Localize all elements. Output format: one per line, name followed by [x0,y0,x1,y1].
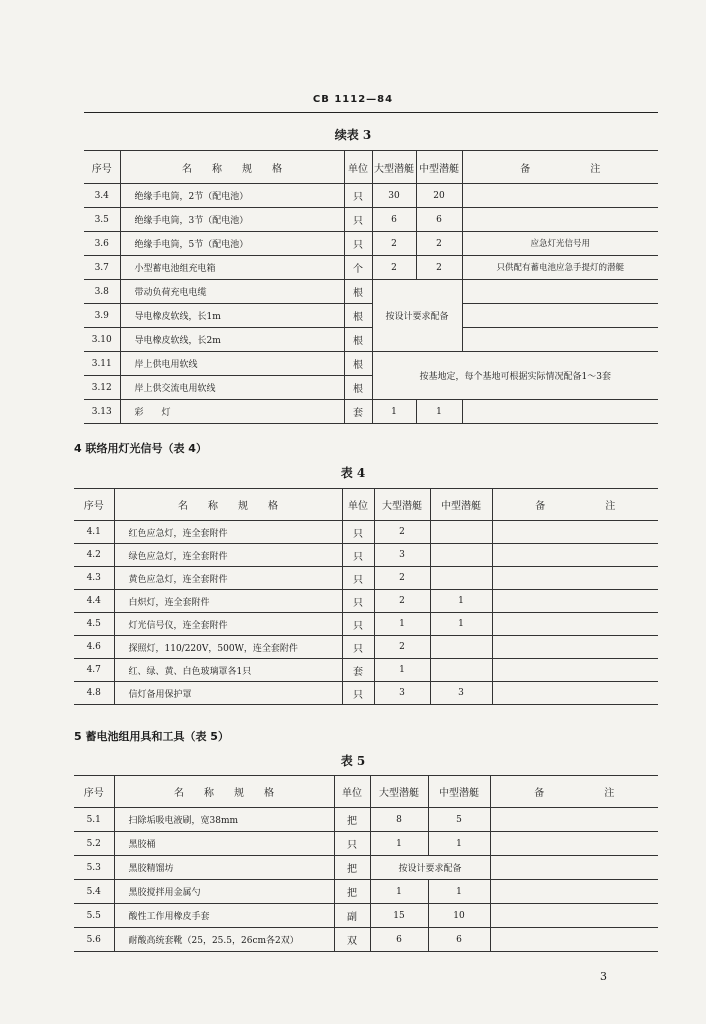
cell-name: 岸上供电用软线 [120,352,344,376]
cell-no: 4.8 [74,682,114,705]
cell-medium: 2 [416,232,462,256]
cell-medium [430,636,492,659]
cell-remark [462,304,658,328]
cell-medium: 1 [428,880,490,904]
col-large: 大型潜艇 [370,776,428,808]
cell-large: 15 [370,904,428,928]
cell-remark [492,659,658,682]
table-row [74,880,658,904]
table-row [74,808,658,832]
cell-medium [430,659,492,682]
table-row [74,682,658,705]
cell-no: 3.11 [84,352,120,376]
cell-unit: 根 [344,328,372,352]
cell-large: 8 [370,808,428,832]
cell-large: 2 [374,567,430,590]
cell-name: 黄色应急灯，连全套附件 [114,567,342,590]
cell-no: 3.4 [84,184,120,208]
table-5 [74,775,658,952]
cell-no: 4.4 [74,590,114,613]
table3-caption: 续表 3 [334,128,372,142]
table-row [74,856,658,880]
col-medium: 中型潜艇 [416,151,462,184]
cell-name: 红、绿、黄、白色玻璃罩各1只 [114,659,342,682]
cell-name: 黑胶桶 [114,832,334,856]
table-header-row [74,489,658,521]
col-no: 序号 [74,776,114,808]
cell-name: 导电橡皮软线，长2m [120,328,344,352]
cell-large: 1 [374,613,430,636]
cell-unit: 只 [342,521,374,544]
span-design-note: 按设计要求配备 [372,280,462,352]
col-large: 大型潜艇 [374,489,430,521]
cell-medium: 6 [416,208,462,232]
cell-medium: 20 [416,184,462,208]
cell-unit: 套 [342,659,374,682]
cell-unit: 根 [344,280,372,304]
cell-medium [430,521,492,544]
cell-name: 岸上供交流电用软线 [120,376,344,400]
cell-name: 导电橡皮软线，长1m [120,304,344,328]
cell-name: 绝缘手电筒，3节（配电池） [120,208,344,232]
cell-no: 5.2 [74,832,114,856]
cell-large: 2 [374,521,430,544]
cell-unit: 只 [344,208,372,232]
table-row [74,636,658,659]
table-row [84,328,658,352]
cell-unit: 只 [342,682,374,705]
cell-unit: 只 [342,544,374,567]
cell-remark [492,636,658,659]
cell-no: 3.9 [84,304,120,328]
col-unit: 单位 [334,776,370,808]
cell-large: 2 [372,232,416,256]
table5-caption: 表 5 [340,754,366,768]
table-4 [74,488,658,705]
cell-no: 3.10 [84,328,120,352]
cell-large: 1 [372,400,416,424]
col-medium: 中型潜艇 [428,776,490,808]
cell-medium: 5 [428,808,490,832]
cell-name: 绝缘手电筒，5节（配电池） [120,232,344,256]
cell-name: 扫除垢吸电液刷，宽38mm [114,808,334,832]
cell-name: 绿色应急灯，连全套附件 [114,544,342,567]
table-row [84,208,658,232]
table-row [74,613,658,636]
cell-unit: 根 [344,352,372,376]
cell-name: 黑胶精馏坊 [114,856,334,880]
cell-name: 灯光信号仪，连全套附件 [114,613,342,636]
cell-no: 5.3 [74,856,114,880]
cell-unit: 只 [342,567,374,590]
table-row [74,567,658,590]
cell-remark [462,208,658,232]
cell-remark [462,280,658,304]
cell-remark [462,400,658,424]
cell-no: 4.6 [74,636,114,659]
cell-remark [492,567,658,590]
col-remarks: 备 注 [492,489,658,521]
cell-medium: 1 [430,590,492,613]
cell-large: 1 [374,659,430,682]
cell-medium: 1 [430,613,492,636]
cell-large: 3 [374,544,430,567]
table-row [74,904,658,928]
cell-large: 2 [374,590,430,613]
col-medium: 中型潜艇 [430,489,492,521]
table-row [74,521,658,544]
cell-no: 4.1 [74,521,114,544]
cell-large: 1 [370,832,428,856]
cell-unit: 双 [334,928,370,952]
cell-unit: 根 [344,376,372,400]
cell-no: 5.5 [74,904,114,928]
cell-no: 4.5 [74,613,114,636]
cell-unit: 只 [342,590,374,613]
cell-no: 5.4 [74,880,114,904]
section-4-heading: 4 联络用灯光信号（表 4） [74,442,207,455]
cell-remark [462,328,658,352]
cell-name: 彩 灯 [120,400,344,424]
cell-large: 6 [370,928,428,952]
cell-large: 1 [370,880,428,904]
cell-remark: 应急灯光信号用 [462,232,658,256]
cell-name: 耐酸高统套靴（25，25.5，26cm各2双） [114,928,334,952]
col-name: 名 称 规 格 [120,151,344,184]
table-row [74,590,658,613]
cell-no: 3.7 [84,256,120,280]
cell-unit: 把 [334,808,370,832]
cell-large: 2 [372,256,416,280]
cell-remark [490,808,658,832]
cell-large: 2 [374,636,430,659]
table-row [84,280,658,304]
cell-remark [490,928,658,952]
section-5-heading: 5 蓄电池组用具和工具（表 5） [74,730,229,743]
cell-no: 4.2 [74,544,114,567]
cell-name: 绝缘手电筒，2节（配电池） [120,184,344,208]
cell-no: 3.13 [84,400,120,424]
cell-medium: 2 [416,256,462,280]
table-row [84,400,658,424]
cell-no: 5.1 [74,808,114,832]
cell-unit: 只 [342,636,374,659]
cell-unit: 把 [334,880,370,904]
col-no: 序号 [74,489,114,521]
col-no: 序号 [84,151,120,184]
cell-large: 6 [372,208,416,232]
standard-code-header: CB 1112—84 [312,94,394,105]
cell-medium [430,567,492,590]
table4-caption: 表 4 [340,466,366,480]
cell-unit: 只 [342,613,374,636]
cell-unit: 把 [334,856,370,880]
col-name: 名 称 规 格 [114,776,334,808]
cell-large: 3 [374,682,430,705]
cell-no: 3.5 [84,208,120,232]
cell-remark [490,904,658,928]
cell-medium: 1 [416,400,462,424]
cell-remark [490,856,658,880]
span-base-note: 按基地定，每个基地可根据实际情况配备1～3套 [372,352,658,400]
table-row [84,352,658,376]
cell-unit: 套 [344,400,372,424]
cell-medium [430,544,492,567]
cell-no: 3.8 [84,280,120,304]
cell-remark [492,544,658,567]
col-name: 名 称 规 格 [114,489,342,521]
cell-no: 3.6 [84,232,120,256]
cell-no: 5.6 [74,928,114,952]
table-3 [84,150,658,424]
cell-name: 小型蓄电池组充电箱 [120,256,344,280]
cell-remark [490,880,658,904]
table-row [84,256,658,280]
cell-medium: 3 [430,682,492,705]
table-header-row [74,776,658,808]
cell-name: 酸性工作用橡皮手套 [114,904,334,928]
cell-no: 3.12 [84,376,120,400]
cell-remark [490,832,658,856]
table-row [84,232,658,256]
cell-unit: 只 [334,832,370,856]
table-row [74,928,658,952]
cell-medium: 6 [428,928,490,952]
span-design-note: 按设计要求配备 [370,856,490,880]
cell-remark [462,184,658,208]
col-large: 大型潜艇 [372,151,416,184]
cell-name: 带动负荷充电电缆 [120,280,344,304]
cell-remark: 只供配有蓄电池应急手提灯的潜艇 [462,256,658,280]
table-row [74,832,658,856]
table-row [74,659,658,682]
cell-name: 信灯备用保护罩 [114,682,342,705]
table-header-row [84,151,658,184]
table-row [74,544,658,567]
cell-unit: 根 [344,304,372,328]
cell-unit: 个 [344,256,372,280]
cell-name: 探照灯，110/220V，500W，连全套附件 [114,636,342,659]
cell-no: 4.7 [74,659,114,682]
cell-unit: 只 [344,232,372,256]
cell-medium: 1 [428,832,490,856]
cell-remark [492,682,658,705]
col-remarks: 备 注 [490,776,658,808]
cell-name: 白炽灯，连全套附件 [114,590,342,613]
cell-no: 4.3 [74,567,114,590]
cell-remark [492,521,658,544]
col-unit: 单位 [344,151,372,184]
page-number: 3 [600,970,607,983]
cell-name: 红色应急灯，连全套附件 [114,521,342,544]
col-unit: 单位 [342,489,374,521]
col-remarks: 备 注 [462,151,658,184]
table-row [84,184,658,208]
cell-medium: 10 [428,904,490,928]
cell-remark [492,613,658,636]
cell-name: 黑胶搅拌用金属勺 [114,880,334,904]
cell-unit: 副 [334,904,370,928]
table-row [84,304,658,328]
cell-remark [492,590,658,613]
header-rule [84,112,658,113]
cell-large: 30 [372,184,416,208]
cell-unit: 只 [344,184,372,208]
